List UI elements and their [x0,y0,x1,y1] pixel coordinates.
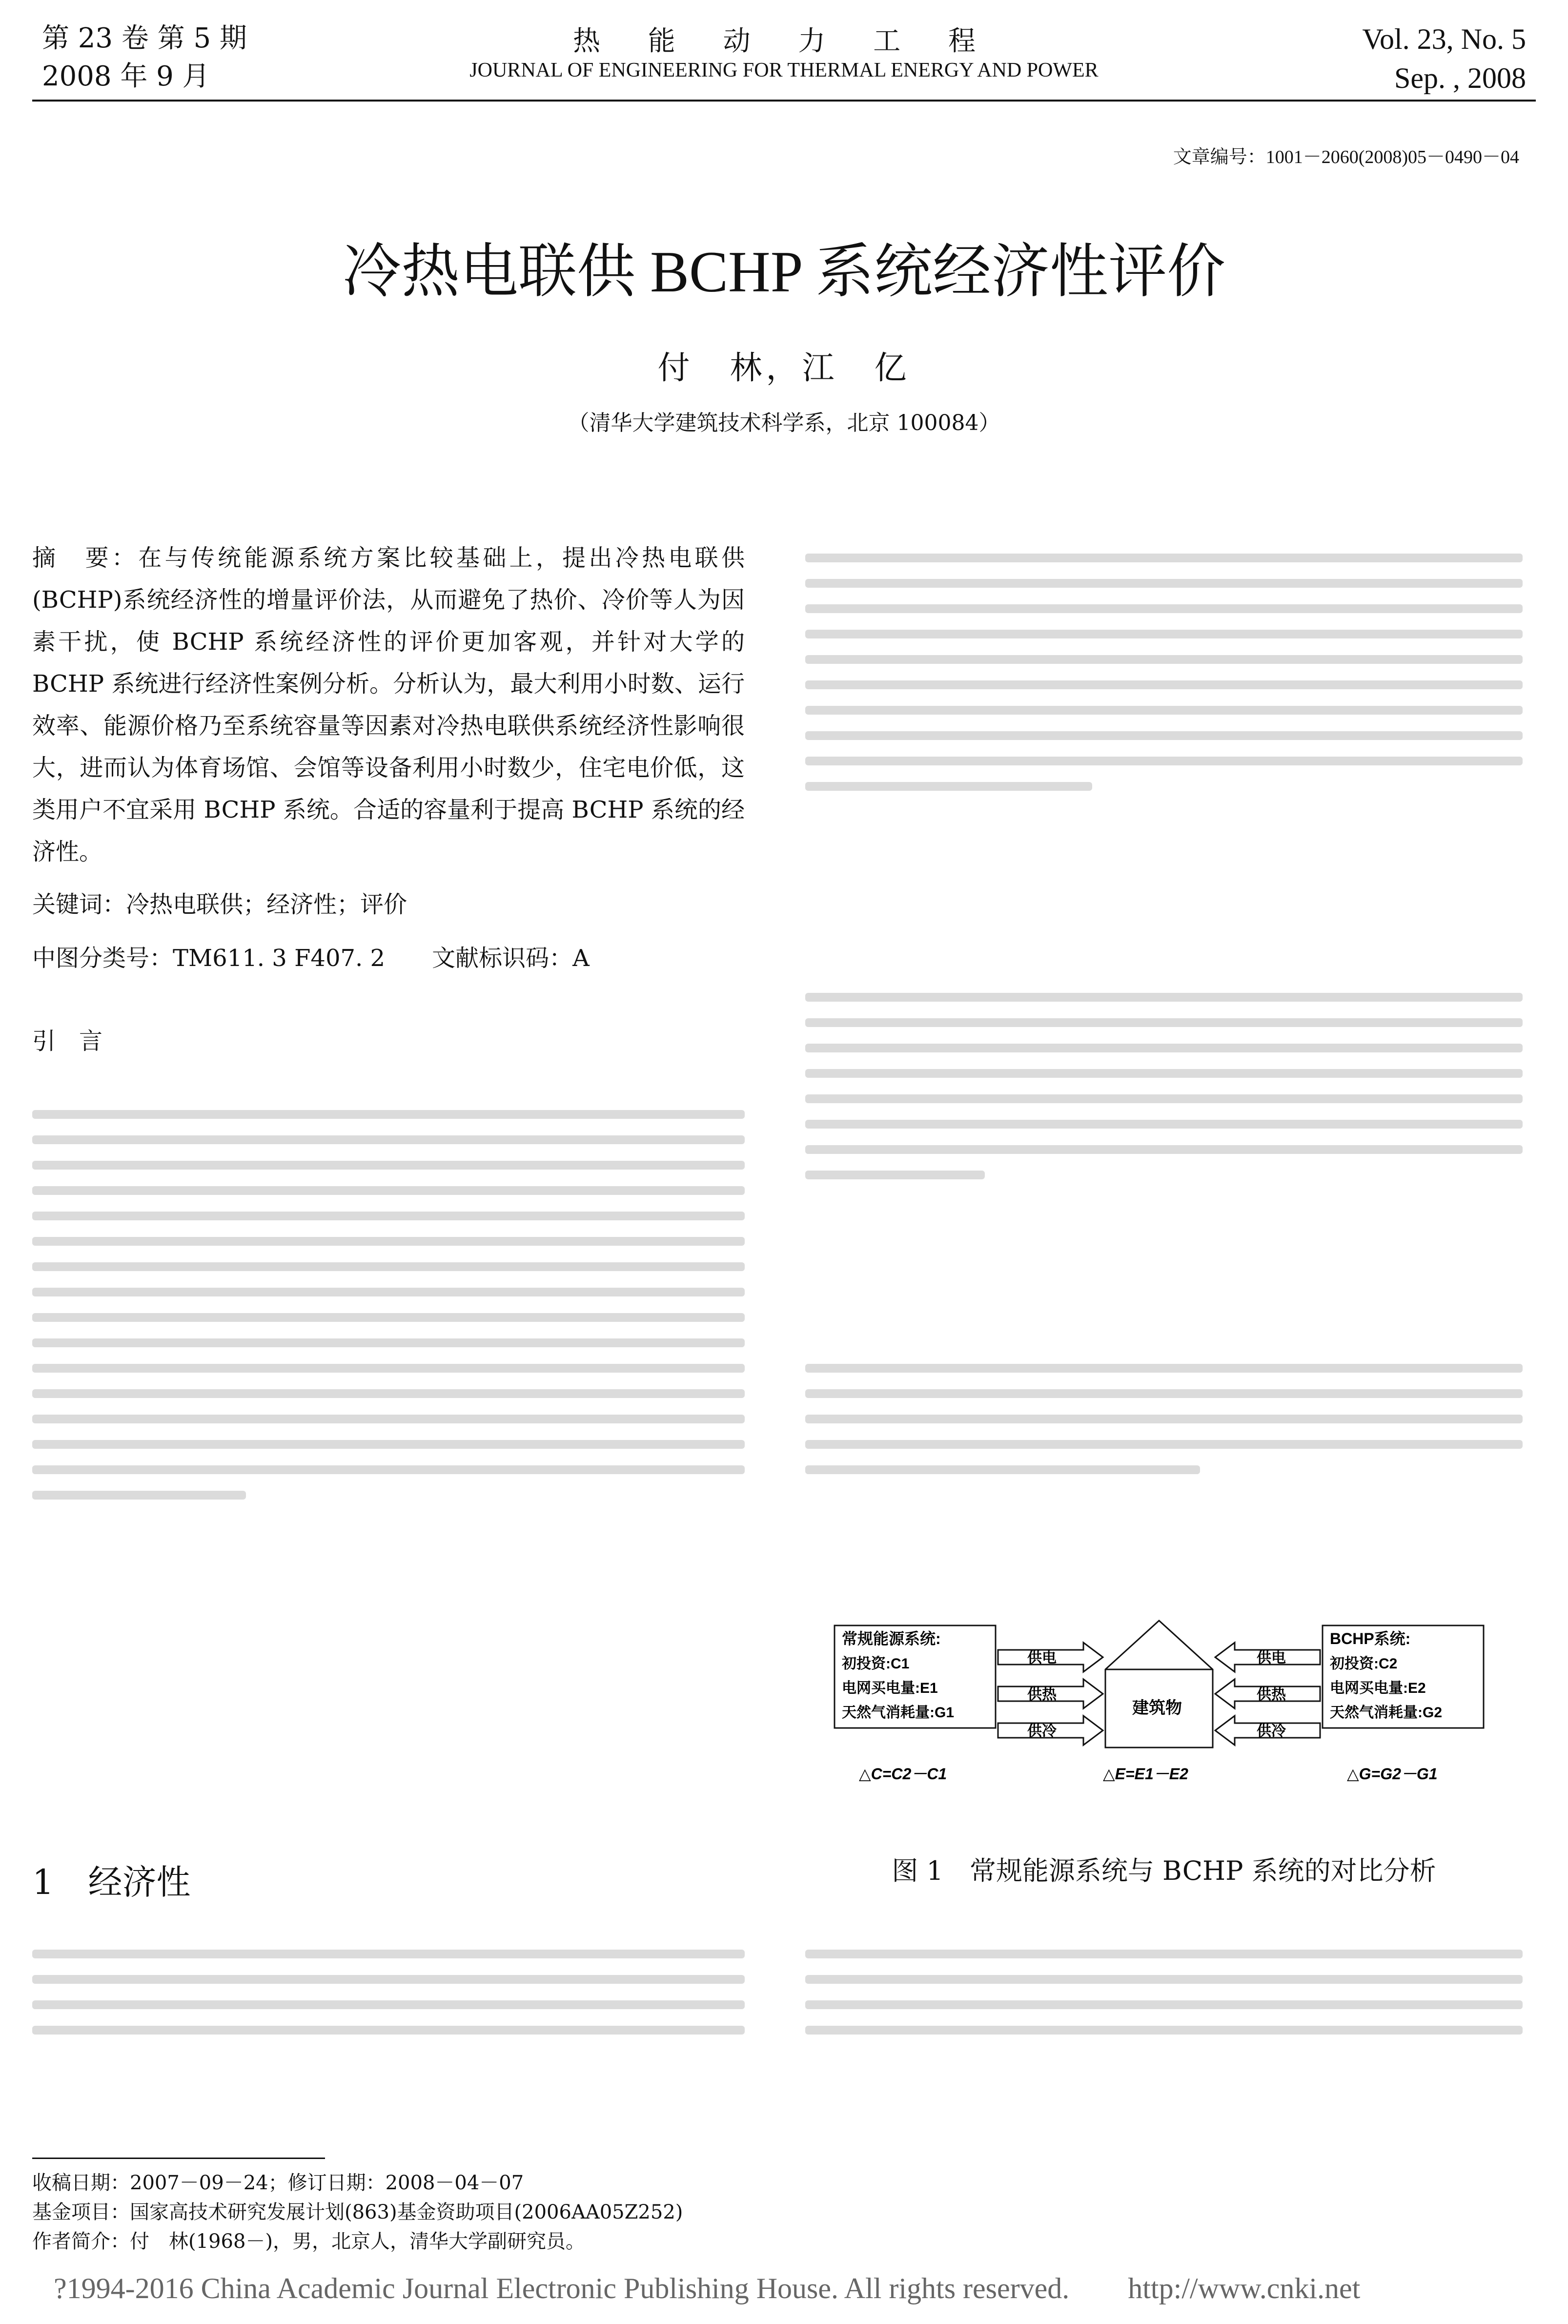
right-supply-arrows [1215,1643,1320,1745]
text-line [32,1161,745,1170]
header-divider [32,100,1536,102]
section-1-heading: 1 经济性 [32,1862,191,1902]
text-line [805,1171,985,1179]
supply-electricity-left: 供电 [1027,1650,1057,1666]
date-line: 2008 年 9 月 [42,61,210,92]
footnote-author: 作者简介：付 林(1968－)，男，北京人，清华大学副研究员。 [32,2230,586,2253]
text-line [805,993,1523,1002]
conventional-investment: 初投资:C1 [842,1656,910,1672]
delta-electricity: △E=E1－E2 [1103,1765,1188,1783]
right-column-body-3 [805,1347,1523,1491]
conventional-gas: 天然气消耗量:G1 [842,1705,955,1721]
paper-title: 冷热电联供 BCHP 系统经济性评价 [342,239,1226,304]
text-line [805,1389,1523,1398]
paper-authors: 付 林，江 亿 [657,349,911,387]
text-line [805,604,1523,613]
text-line [32,1313,745,1322]
intro-heading: 引 言 [32,1028,103,1055]
text-line [32,1262,745,1271]
journal-title [0,20,1568,82]
supply-electricity-right: 供电 [1257,1650,1286,1666]
text-line [32,2026,745,2035]
supply-cooling-left: 供冷 [1027,1723,1057,1739]
journal-vol-english [1362,20,1526,98]
text-line [32,2000,745,2009]
text-line [805,655,1523,664]
figure-1-caption: 图 1 常规能源系统与 BCHP 系统的对比分析 [892,1855,1436,1886]
supply-heat-left: 供热 [1027,1686,1057,1703]
intro-body [32,1093,745,1516]
text-line [32,1237,745,1246]
text-line [32,1491,246,1500]
bchp-gas: 天然气消耗量:G2 [1330,1705,1443,1721]
text-line [32,1110,745,1119]
text-line [805,579,1523,588]
text-line [32,1389,745,1398]
text-line [32,1186,745,1195]
article-number: 文章编号：1001－2060(2008)05－0490－04 [1173,147,1519,167]
text-line [805,1440,1523,1449]
text-line [32,1288,745,1296]
text-line [805,630,1523,638]
text-line [805,706,1523,715]
delta-gas: △G=G2－G1 [1347,1765,1438,1783]
classification: 中图分类号：TM611. 3 F407. 2 文献标识码：A [32,945,590,972]
right-column-body-2 [805,976,1523,1196]
text-line [805,1950,1523,1958]
section-1-body [32,1933,745,2051]
delta-investment: △C=C2－C1 [859,1765,947,1783]
vol-no-english: Vol. 23, No. 5 [1362,23,1526,55]
text-line [805,1069,1523,1078]
right-column-body-1 [805,537,1523,807]
copyright-notice: ?1994-2016 China Academic Journal Electronic Publishing House. All rights reserved. http://www.cnki.net [54,2272,1361,2304]
text-line [805,1975,1523,1984]
bchp-title: BCHP系统: [1330,1630,1411,1647]
date-english: Sep. , 2008 [1394,62,1526,94]
text-line [32,1212,745,1220]
text-line [805,1364,1523,1373]
text-line [805,2000,1523,2009]
conventional-grid-power: 电网买电量:E1 [842,1680,938,1696]
text-line [32,1440,745,1449]
journal-title-english: JOURNAL OF ENGINEERING FOR THERMAL ENERGY AND POWER [469,59,1099,82]
text-line [805,554,1523,562]
text-line [32,1465,745,1474]
text-line [805,1094,1523,1103]
text-line [32,1975,745,1984]
text-line [805,1465,1200,1474]
text-line [32,1415,745,1423]
text-line [805,1415,1523,1423]
text-line [805,680,1523,689]
supply-heat-right: 供热 [1257,1686,1286,1703]
volume-line: 第 23 卷 第 5 期 [42,22,247,54]
text-line [805,731,1523,740]
text-line [805,782,1092,791]
text-line [32,1950,745,1958]
figure-1-diagram [830,1616,1488,1806]
text-line [805,1120,1523,1129]
footnote-received: 收稿日期：2007－09－24；修订日期：2008－04－07 [32,2172,524,2194]
text-line [805,1145,1523,1154]
keywords: 关键词：冷热电联供；经济性；评价 [32,891,407,918]
text-line [32,1364,745,1373]
bchp-grid-power: 电网买电量:E2 [1330,1680,1426,1696]
text-line [805,1018,1523,1027]
conventional-title: 常规能源系统: [842,1630,941,1647]
text-line [805,757,1523,765]
text-line [805,1044,1523,1052]
text-line [32,1135,745,1144]
left-supply-arrows [998,1643,1103,1745]
footnote-divider [32,2158,325,2159]
building-icon [1105,1621,1213,1748]
text-line [805,2026,1523,2035]
author-affiliation: （清华大学建筑技术科学系，北京 100084） [568,411,1000,435]
journal-title-chinese: 热 能 动 力 工 程 [572,25,995,57]
supply-cooling-right: 供冷 [1257,1723,1286,1739]
abstract: 摘 要：在与传统能源系统方案比较基础上，提出冷热电联供(BCHP)系统经济性的增量评价法，从而避免了热价、冷价等人为因素干扰，使 BCHP 系统经济性的评价更加客观，并针对大学的 BCHP 系统进行经济性案例分析。分析认为，最大利用小时数、运行效率、能源价格乃至系统容量等因素对冷热电联供系统经济性影响很大，进而认为体育场馆、会馆等设备利用小时数少，住宅电价低，这类用户不宜采用 BCHP 系统。合适的容量利于提高 BCHP 系统的经济性。 [32,544,745,865]
text-line [32,1338,745,1347]
footnote-fund: 基金项目：国家高技术研究发展计划(863)基金资助项目(2006AA05Z252) [32,2201,683,2223]
bchp-investment: 初投资:C2 [1330,1656,1398,1672]
building-label: 建筑物 [1132,1699,1182,1717]
right-column-body-4 [805,1933,1523,2051]
